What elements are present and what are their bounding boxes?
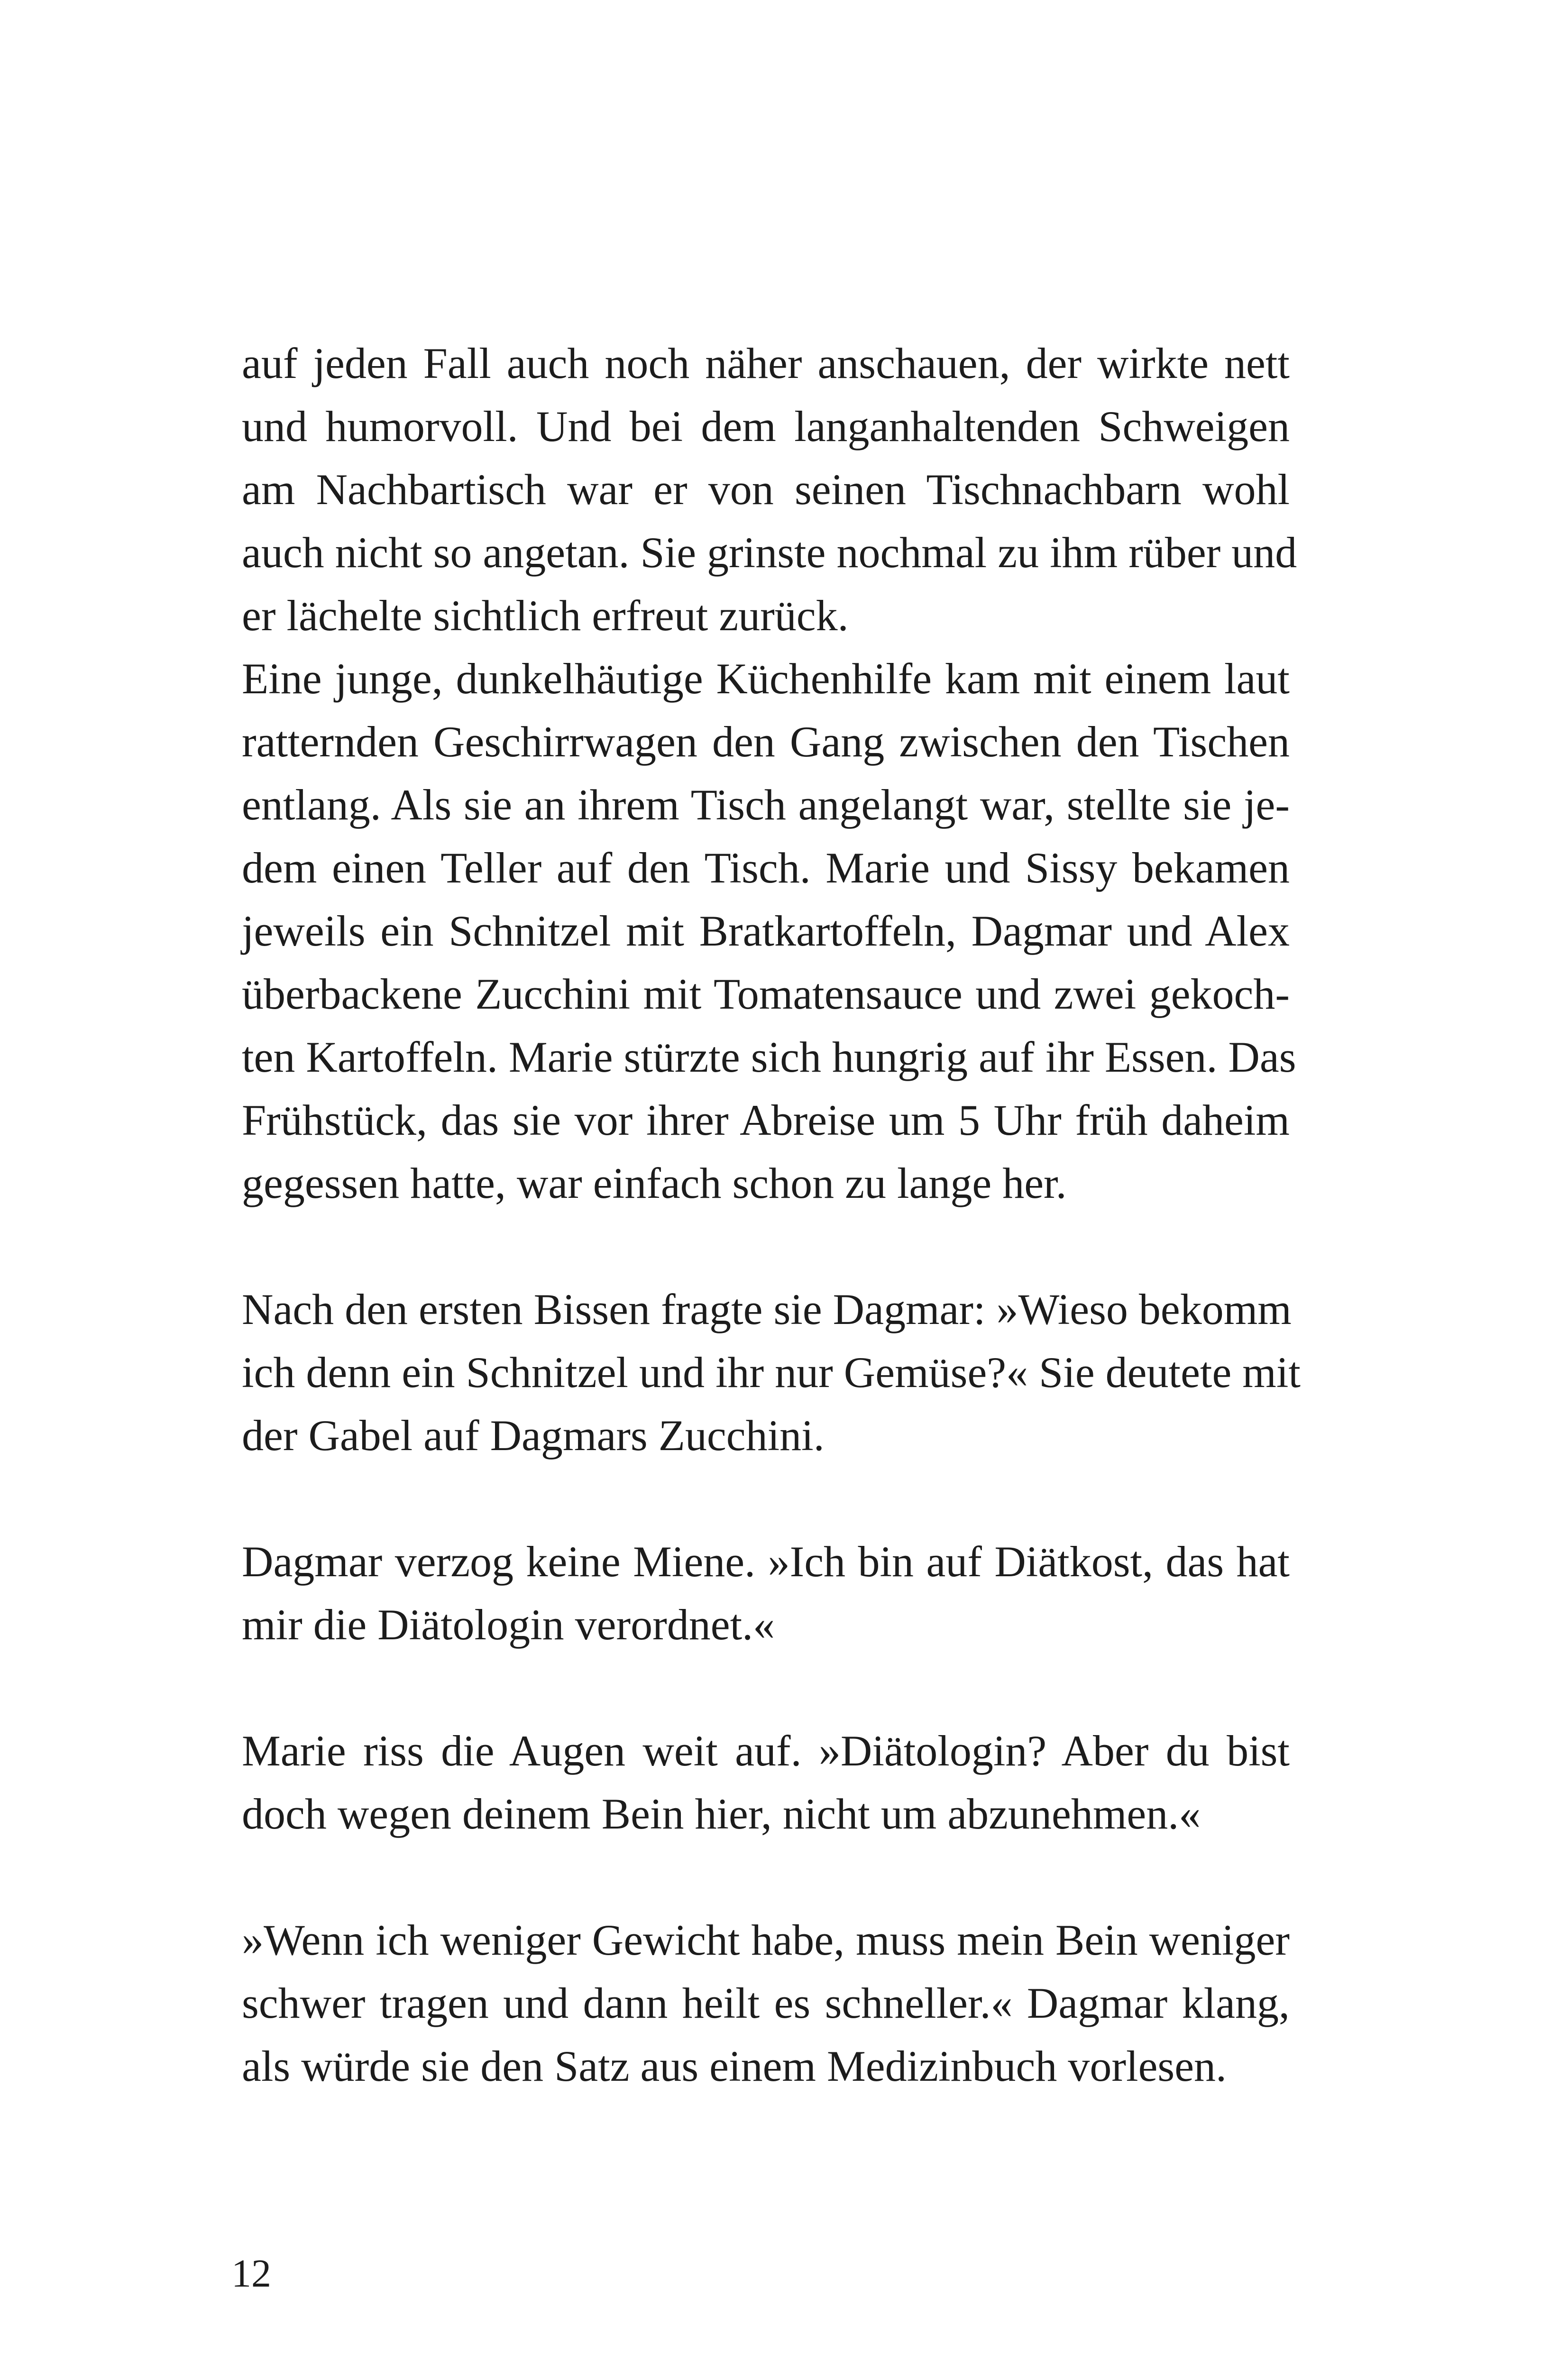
page-number: 12 [231,2252,271,2296]
text-line: mir die Diätologin verordnet.« [242,1600,775,1649]
text-line: Dagmar verzog keine Miene. »Ich bin auf Diätkost, das hat [242,1537,1290,1586]
paragraph-1 [242,332,1297,647]
paragraph-spacer [242,1215,1290,1278]
text-line: Marie riss die Augen weit auf. »Diätologin? Aber du bist [242,1727,1290,1775]
text-line: schwer tragen und dann heilt es schneller.« Dagmar klang, [242,1979,1290,2027]
text-line: ten Kartoffeln. Marie stürzte sich hungrig auf ihr Essen. Das [242,1033,1296,1081]
text-line: entlang. Als sie an ihrem Tisch angelangt war, stellte sie je- [242,781,1290,829]
text-line: auf jeden Fall auch noch näher anschauen, der wirkte nett [242,339,1290,387]
paragraph-2 [242,647,1296,1215]
body-text [242,332,1301,2098]
text-line: und humorvoll. Und bei dem langanhaltenden Schweigen [242,402,1290,450]
text-line: er lächelte sichtlich erfreut zurück. [242,591,849,640]
text-line: gegessen hatte, war einfach schon zu lange her. [242,1159,1067,1207]
paragraph-5 [242,1719,1290,1846]
paragraph-spacer [242,1656,1290,1719]
text-line: überbackene Zucchini mit Tomatensauce und zwei gekoch- [242,970,1290,1018]
text-line: »Wenn ich weniger Gewicht habe, muss mein Bein weniger [242,1916,1290,1964]
text-line: auch nicht so angetan. Sie grinste nochmal zu ihm rüber und [242,528,1297,577]
text-line: als würde sie den Satz aus einem Medizinbuch vorlesen. [242,2042,1227,2090]
text-line: ich denn ein Schnitzel und ihr nur Gemüse?« Sie deutete mit [242,1348,1301,1397]
text-line: der Gabel auf Dagmars Zucchini. [242,1411,825,1460]
text-line: dem einen Teller auf den Tisch. Marie und Sissy bekamen [242,844,1290,892]
text-line: Nach den ersten Bissen fragte sie Dagmar: »Wieso bekomm [242,1285,1292,1333]
text-line: doch wegen deinem Bein hier, nicht um abzunehmen.« [242,1790,1201,1838]
text-line: Frühstück, das sie vor ihrer Abreise um 5 Uhr früh daheim [242,1096,1290,1144]
paragraph-spacer [242,1846,1290,1909]
text-line: ratternden Geschirrwagen den Gang zwischen den Tischen [242,717,1290,766]
paragraph-6 [242,1909,1290,2098]
text-line: am Nachbartisch war er von seinen Tischnachbarn wohl [242,465,1290,514]
paragraph-4 [242,1530,1290,1656]
paragraph-spacer [242,1467,1290,1530]
text-line: jeweils ein Schnitzel mit Bratkartoffeln, Dagmar und Alex [242,907,1290,955]
text-line: Eine junge, dunkelhäutige Küchenhilfe kam mit einem laut [242,654,1290,703]
paragraph-3 [242,1278,1301,1467]
